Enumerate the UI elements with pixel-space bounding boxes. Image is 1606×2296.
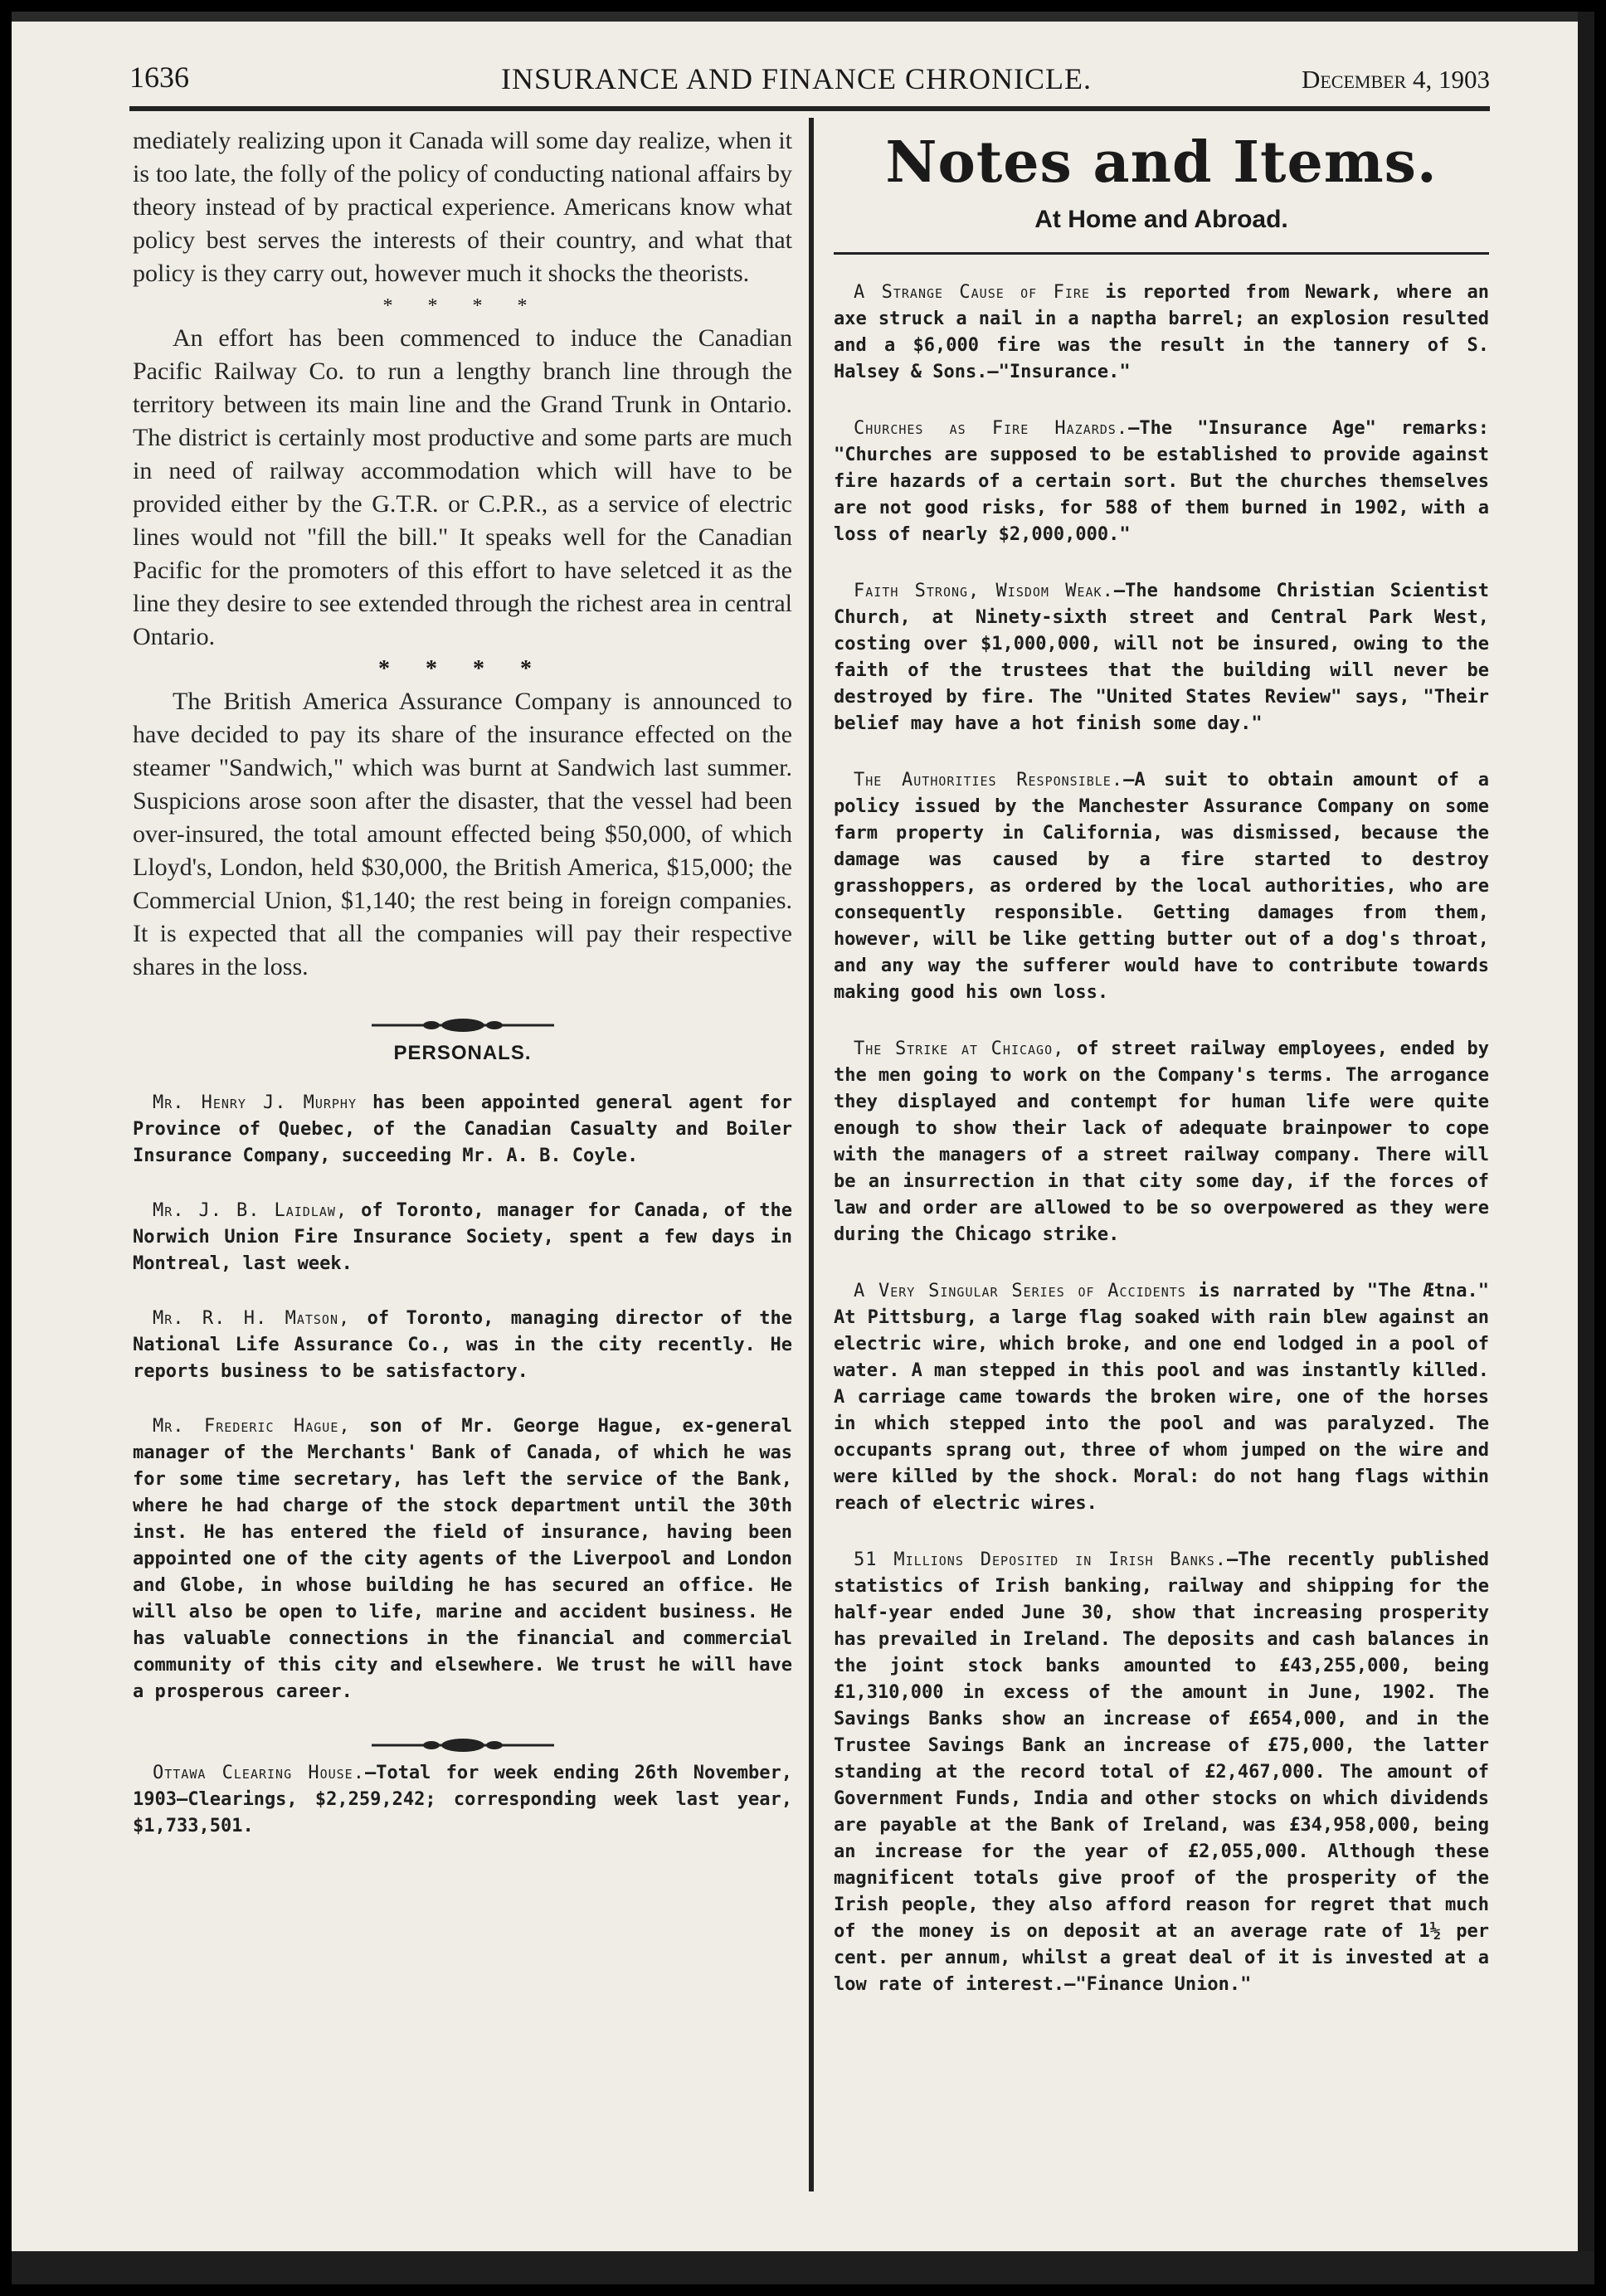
notes-subtitle: At Home and Abroad. bbox=[1034, 206, 1288, 233]
notes-list bbox=[834, 280, 1489, 1998]
column-divider bbox=[809, 118, 814, 2191]
news-item bbox=[834, 280, 1489, 386]
journal-title: INSURANCE AND FINANCE CHRONICLE. bbox=[501, 62, 1093, 95]
personal-item bbox=[133, 1198, 792, 1277]
personal-item-lead: Mr. Frederic Hague, bbox=[153, 1416, 351, 1437]
news-item bbox=[834, 1547, 1489, 1998]
personal-item-lead: Mr. J. B. Laidlaw, bbox=[153, 1200, 348, 1221]
personal-item-lead: Mr. Henry J. Murphy bbox=[153, 1092, 357, 1113]
header-rule bbox=[129, 106, 1490, 111]
news-item-text: —A suit to obtain amount of a policy issued by the Manchester Assurance Company on some farm property in California, was dismissed, because the damage was caused by a fire started to destroy grasshoppers, as ordered by the local authorities, who are consequently responsible. Getting damages from them, however, will be like getting butter out of a dog's throat, and any way the sufferer would have to contribute towards making good his own loss. bbox=[834, 770, 1490, 1003]
news-item bbox=[834, 1036, 1489, 1248]
personal-item bbox=[133, 1090, 792, 1170]
news-item bbox=[834, 767, 1489, 1006]
scan-border-bottom bbox=[12, 2251, 1594, 2284]
ornament-divider bbox=[372, 1015, 554, 1035]
clearing-house-text: —Total for week ending 26th November, 1903—Clearings, $2,259,242; corresponding week last year, $1,733,501. bbox=[133, 1763, 792, 1836]
personal-item-text: son of Mr. George Hague, ex-general manager of the Merchants' Bank of Canada, of which he was for some time secretary, has left the service of the Bank, where he had charge of the stock department until the 30th inst. He has entered the field of insurance, having been appointed one of the city agents of the Liverpool and London and Globe, in whose building he has secured an office. He will also be open to life, marine and accident business. He has valuable connections in the financial and commercial community of this city and elsewhere. We trust he will have a prosperous career. bbox=[133, 1416, 792, 1702]
personal-item-lead: Mr. R. H. Matson, bbox=[153, 1308, 351, 1329]
scan-border-right bbox=[1578, 12, 1594, 2284]
personal-item bbox=[133, 1306, 792, 1385]
news-item bbox=[834, 1278, 1489, 1517]
news-item-lead: A Strange Cause of Fire bbox=[854, 282, 1090, 303]
news-item-text: is reported from Newark, where an axe struck a nail in a naptha barrel; an explosion resulted and a $6,000 fire was the result in the tannery of S. Halsey & Sons.—"Insurance." bbox=[834, 282, 1489, 382]
ornament-divider bbox=[372, 1735, 554, 1755]
news-item-text: of street railway employees, ended by the men going to work on the Company's terms. The arrogance they displayed and contempt for human life were quite enough to show their lack of adequate brainpower to cope with the managers of a street railway company. There will be an insurrection in that city some day, if the forces of law and order are allowed to be so overpowered as they were during the Chicago strike. bbox=[834, 1039, 1489, 1245]
news-item-lead: Faith Strong, Wisdom Weak. bbox=[854, 581, 1114, 601]
personal-item-text: of Toronto, managing director of the National Life Assurance Co., was in the city recently. He reports business to be satisfactory. bbox=[133, 1308, 792, 1382]
news-item-lead: The Authorities Responsible. bbox=[854, 770, 1124, 790]
personal-item-text: of Toronto, manager for Canada, of the Norwich Union Fire Insurance Society, spent a few days in Montreal, last week. bbox=[133, 1200, 792, 1274]
news-item-lead: Churches as Fire Hazards. bbox=[854, 418, 1129, 439]
scan-border-top bbox=[12, 12, 1594, 22]
personal-item bbox=[133, 1413, 792, 1705]
issue-date: December 4, 1903 bbox=[1301, 65, 1490, 94]
clearing-house-lead: Ottawa Clearing House. bbox=[153, 1763, 365, 1783]
news-item-lead: A Very Singular Series of Accidents bbox=[854, 1281, 1186, 1301]
news-item-lead: 51 Millions Deposited in Irish Banks. bbox=[854, 1549, 1228, 1570]
news-item-text: is narrated by "The Ætna." At Pittsburg, a large flag soaked with rain blew against an electric wire, which broke, and one end lodged in a pool of water. A man stepped in this pool and was instantly killed. A carriage came towards the broken wire, one of the horses in which stepped into the pool and was paralyzed. The occupants sprang out, three of whom jumped on the wire and were killed by the shock. Moral: do not hang flags within reach of electric wires. bbox=[834, 1281, 1489, 1514]
news-item-lead: The Strike at Chicago, bbox=[854, 1039, 1065, 1059]
section-stars: * * * * bbox=[378, 656, 547, 682]
right-column bbox=[834, 124, 1489, 1998]
paragraph-sandwich: The British America Assurance Company is announced to have decided to pay its share of the insurance effected on the steamer "Sandwich," which was burnt at Sandwich last summer. Suspicions arose soon after the disaster, that the vessel had been over-insured, the total amount effected being $50,000, of which Lloyd's, London, held $30,000, the British America, $15,000; the Commercial Union, $1,140; the rest being in foreign companies. It is expected that all the companies will pay their respective shares in the loss. bbox=[133, 688, 792, 980]
subtitle-rule bbox=[834, 252, 1489, 255]
news-item bbox=[834, 578, 1489, 737]
news-item bbox=[834, 416, 1489, 548]
news-item-text: —The "Insurance Age" remarks: "Churches are supposed to be established to provide against fire hazards of a certain sort. But the churches themselves are not good risks, for 588 of them burned in 1902, with a loss of nearly $2,000,000." bbox=[834, 418, 1489, 545]
clearing-house-note bbox=[133, 1760, 792, 1840]
left-column bbox=[133, 124, 792, 1840]
paragraph-policy: mediately realizing upon it Canada will some day realize, when it is too late, the folly of the policy of conducting national affairs by theory instead of by practical experience. Americans know what policy best serves the interests of their country, and what that policy is they carry out, however much it shocks the theorists. bbox=[133, 127, 792, 287]
notes-title: Notes and Items. bbox=[885, 129, 1438, 196]
section-stars: * * * * bbox=[382, 295, 543, 317]
news-item-text: —The handsome Christian Scientist Church, at Ninety-sixth street and Central Park West, costing over $1,000,000, will not be insured, owing to the faith of the trustees that the building will never be destroyed by fire. The "United States Review" says, "Their belief may have a hot finish some day." bbox=[834, 581, 1490, 734]
news-item-text: —The recently published statistics of Irish banking, railway and shipping for the half-year ended June 30, show that increasing prosperity has prevailed in Ireland. The deposits and cash balances in the joint stock banks amounted to £43,255,000, being £1,310,000 in excess of the amount in June, 1902. The Savings Banks show an increase of £654,000, and in the Trustee Savings Bank an increase of £75,000, the latter standing at the record total of £2,467,000. The amount of Government Funds, India and other stocks on which dividends are payable at the Bank of Ireland, was £34,958,000, being an increase for the year of £2,055,000. Although these magnificent totals give proof of the prosperity of the Irish people, they also afford reason for regret that much of the money is on deposit at an average rate of 1½ per cent. per annum, whilst a great deal of it is invested at a low rate of interest.—"Finance Union." bbox=[834, 1549, 1489, 1995]
paragraph-railway: An effort has been commenced to induce the Canadian Pacific Railway Co. to run a lengthy branch line through the territory between its main line and the Grand Trunk in Ontario. The district is certainly most productive and some parts are much in need of railway accommodation which will have to be provided either by the G.T.R. or C.P.R., as a service of electric lines would not "fill the bill." It speaks well for the Canadian Pacific for the promoters of this effort to have seletced it as the line they desire to see extended through the richest area in central Ontario. bbox=[133, 324, 792, 650]
personals-heading: PERSONALS. bbox=[393, 1042, 532, 1064]
page-header bbox=[129, 60, 1490, 103]
page-number: 1636 bbox=[129, 61, 189, 94]
personals-list bbox=[133, 1090, 792, 1705]
personal-item-text: has been appointed general agent for Province of Quebec, of the Canadian Casualty and Boiler Insurance Company, succeeding Mr. A. B. Coyle. bbox=[133, 1092, 792, 1166]
